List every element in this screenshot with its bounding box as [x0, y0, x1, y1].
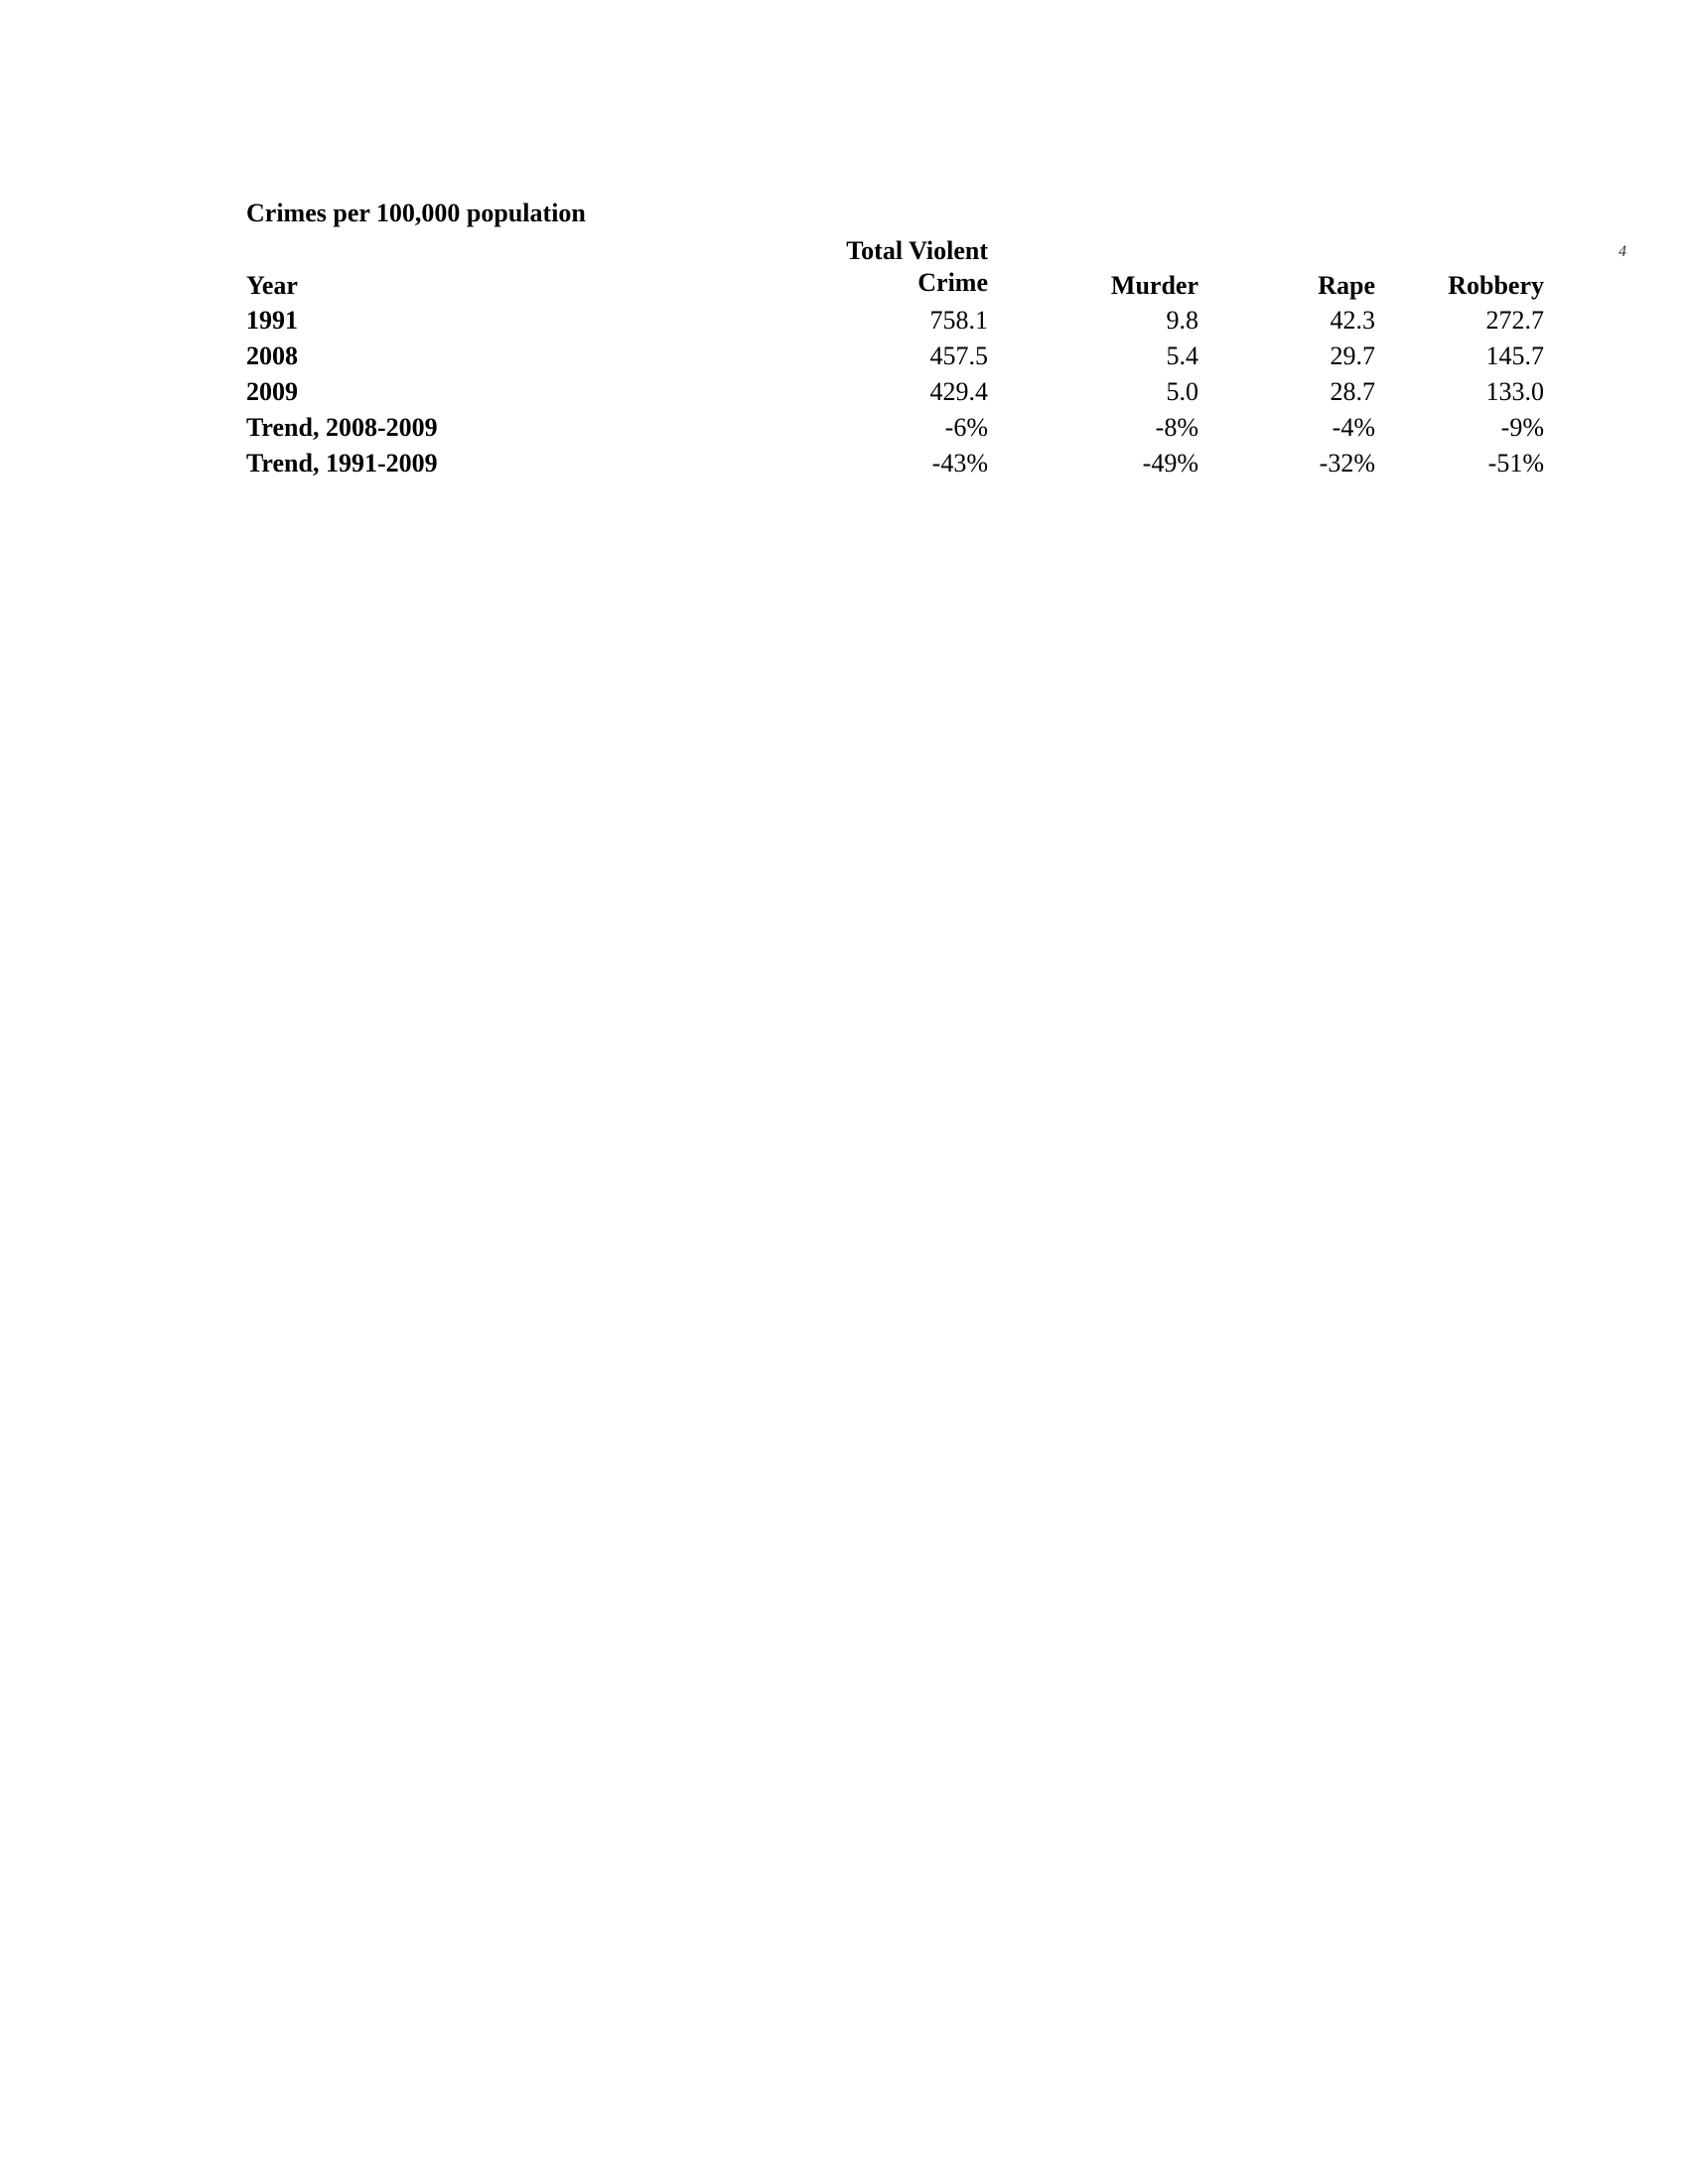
header-total-violent-line2: Crime [917, 268, 988, 297]
table-title: Crimes per 100,000 population [246, 199, 586, 227]
cell-rape: -4% [1332, 413, 1375, 442]
cell-murder: -49% [1142, 449, 1198, 478]
cell-robbery: 145.7 [1485, 341, 1544, 370]
header-murder: Murder [1110, 271, 1198, 300]
row-label: 2008 [246, 341, 298, 370]
row-label: Trend, 1991-2009 [246, 449, 438, 478]
cell-robbery: 272.7 [1485, 306, 1544, 335]
header-robbery: Robbery [1448, 271, 1544, 300]
cell-murder: 5.4 [1166, 341, 1198, 370]
cell-total: 429.4 [929, 377, 988, 406]
row-label: Trend, 2008-2009 [246, 413, 438, 442]
cell-robbery: 133.0 [1485, 377, 1544, 406]
header-year: Year [246, 271, 298, 300]
row-label: 2009 [246, 377, 298, 406]
row-label: 1991 [246, 306, 298, 335]
cell-robbery: -9% [1500, 413, 1544, 442]
cell-rape: 42.3 [1330, 306, 1375, 335]
cell-total: 457.5 [929, 341, 988, 370]
cell-total: -6% [944, 413, 988, 442]
cell-murder: -8% [1155, 413, 1198, 442]
header-rape: Rape [1318, 271, 1375, 300]
cell-murder: 5.0 [1166, 377, 1198, 406]
stray-mark: 4 [1618, 243, 1626, 260]
cell-rape: 29.7 [1330, 341, 1375, 370]
cell-rape: -32% [1319, 449, 1375, 478]
cell-total: -43% [931, 449, 988, 478]
header-total-violent-line1: Total Violent [846, 236, 988, 265]
cell-rape: 28.7 [1330, 377, 1375, 406]
cell-murder: 9.8 [1166, 306, 1198, 335]
cell-robbery: -51% [1487, 449, 1544, 478]
cell-total: 758.1 [929, 306, 988, 335]
